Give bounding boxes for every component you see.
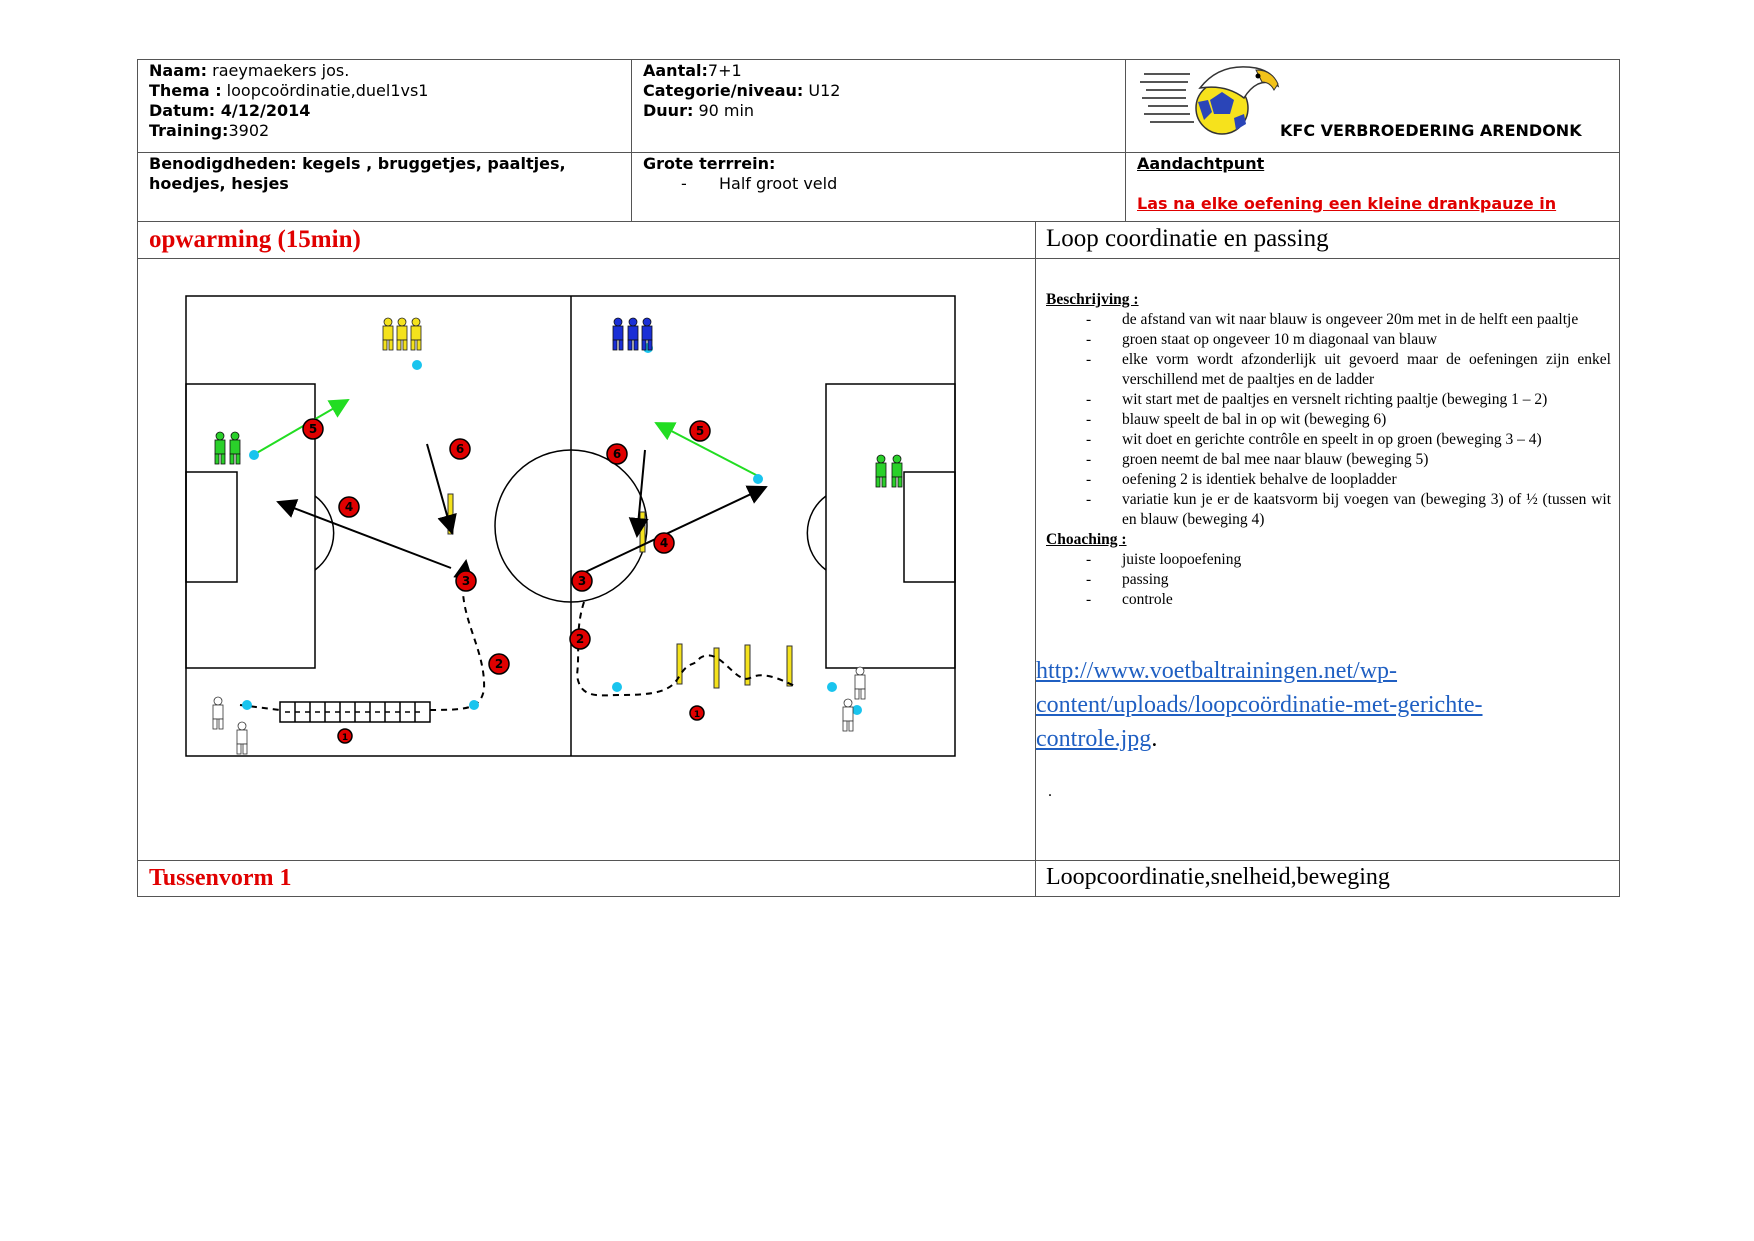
- benodigdheden-text: Benodigdheden: kegels , bruggetjes, paaltjes, hoedjes, hesjes: [149, 154, 566, 193]
- marker-label: 6: [612, 447, 622, 461]
- info-cell-trainer: [149, 61, 619, 141]
- terrein-cell: [643, 154, 1113, 194]
- list-item: - controle: [1046, 590, 1611, 610]
- coaching-list: [1046, 550, 1611, 610]
- club-name: KFC VERBROEDERING ARENDONK: [1280, 121, 1582, 140]
- header-vline-1: [631, 59, 632, 222]
- beschrijving-label: Beschrijving :: [1046, 291, 1139, 308]
- terrein-item: - Half groot veld: [681, 174, 838, 193]
- terrein-label: Grote terrrein:: [643, 154, 776, 173]
- reference-link-block: [1036, 654, 1616, 756]
- beschrijving-list: [1046, 310, 1611, 530]
- marker-label: 3: [461, 574, 471, 588]
- naam-value: raeymaekers jos.: [207, 61, 350, 80]
- coaching-label: Choaching :: [1046, 531, 1127, 548]
- list-item: - oefening 2 is identiek behalve de loopladder: [1046, 470, 1611, 490]
- header-vline-2: [1125, 59, 1126, 222]
- marker-label: 2: [575, 632, 585, 646]
- marker-label: 4: [659, 536, 669, 550]
- marker-label: 6: [455, 442, 465, 456]
- list-item: - passing: [1046, 570, 1611, 590]
- reference-link-line-2[interactable]: content/uploads/loopcoördinatie-met-gerichte-: [1036, 692, 1483, 718]
- list-item: - de afstand van wit naar blauw is ongeveer 20m met in de helft een paaltje: [1046, 310, 1611, 330]
- list-item: - groen staat op ongeveer 10 m diagonaal van blauw: [1046, 330, 1611, 350]
- list-item: - blauw speelt de bal in op wit (beweging 6): [1046, 410, 1611, 430]
- link-suffix: .: [1151, 726, 1158, 752]
- players-blue: [613, 318, 652, 350]
- duur-value: 90 min: [693, 101, 755, 120]
- aandacht-label: Aandachtpunt: [1137, 154, 1265, 173]
- marker-label: 1: [693, 710, 701, 720]
- training-value: 3902: [228, 121, 270, 140]
- thema-value: loopcoördinatie,duel1vs1: [221, 81, 429, 100]
- reference-link-line-1[interactable]: http://www.voetbaltrainingen.net/wp-: [1036, 658, 1398, 684]
- cones: [242, 343, 862, 715]
- list-item: - wit doet en gerichte contrôle en speelt in op groen (beweging 3 – 4): [1046, 430, 1611, 450]
- aantal-label: Aantal:: [643, 61, 708, 80]
- main-hline-1: [137, 258, 1620, 259]
- datum-value: Datum: 4/12/2014: [149, 101, 311, 120]
- categorie-value: U12: [803, 81, 841, 100]
- players-green: [215, 432, 902, 487]
- description-column: [1046, 290, 1611, 610]
- main-hline-2: [137, 860, 1620, 861]
- thema-label: Thema :: [149, 81, 222, 100]
- club-logo-icon: [1140, 60, 1290, 138]
- list-item: - elke vorm wordt afzonderlijk uit gevoerd maar de oefeningen zijn enkel verschillend met de paaltjes en de ladder: [1046, 350, 1611, 390]
- aandacht-text: Las na elke oefening een kleine drankpauze in: [1137, 194, 1557, 213]
- section1-subtitle: Loop coordinatie en passing: [1046, 225, 1329, 252]
- main-vline: [1035, 222, 1036, 897]
- ladder-icon: [280, 702, 430, 722]
- players-yellow: [383, 318, 421, 350]
- benodigdheden-cell: [149, 154, 619, 194]
- trailing-dot: .: [1048, 783, 1052, 800]
- list-item: - groen neemt de bal mee naar blauw (beweging 5): [1046, 450, 1611, 470]
- section2-title: Tussenvorm 1: [149, 865, 292, 891]
- info-cell-group: [643, 61, 1113, 121]
- naam-label: Naam:: [149, 61, 208, 80]
- list-item: - wit start met de paaltjes en versnelt richting paaltje (beweging 1 – 2): [1046, 390, 1611, 410]
- list-item: - variatie kun je er de kaatsvorm bij voegen van (beweging 3) of ½ (tussen wit en blauw (beweging 4): [1046, 490, 1611, 530]
- section2-subtitle: Loopcoordinatie,snelheid,beweging: [1046, 864, 1390, 890]
- marker-label: 4: [344, 500, 354, 514]
- training-diagram: [180, 290, 970, 770]
- marker-label: 2: [494, 657, 504, 671]
- list-item: - juiste loopoefening: [1046, 550, 1611, 570]
- marker-label: 3: [577, 574, 587, 588]
- categorie-label: Categorie/niveau:: [643, 81, 804, 100]
- training-label: Training:: [149, 121, 229, 140]
- marker-label: 5: [308, 422, 318, 436]
- section1-title: opwarming (15min): [149, 226, 361, 253]
- header-hline: [137, 152, 1620, 153]
- duur-label: Duur:: [643, 101, 694, 120]
- aandacht-cell: [1137, 154, 1607, 214]
- aantal-value: 7+1: [707, 61, 742, 80]
- reference-link-line-3[interactable]: controle.jpg: [1036, 726, 1152, 752]
- marker-label: 1: [341, 733, 349, 743]
- marker-label: 5: [695, 424, 705, 438]
